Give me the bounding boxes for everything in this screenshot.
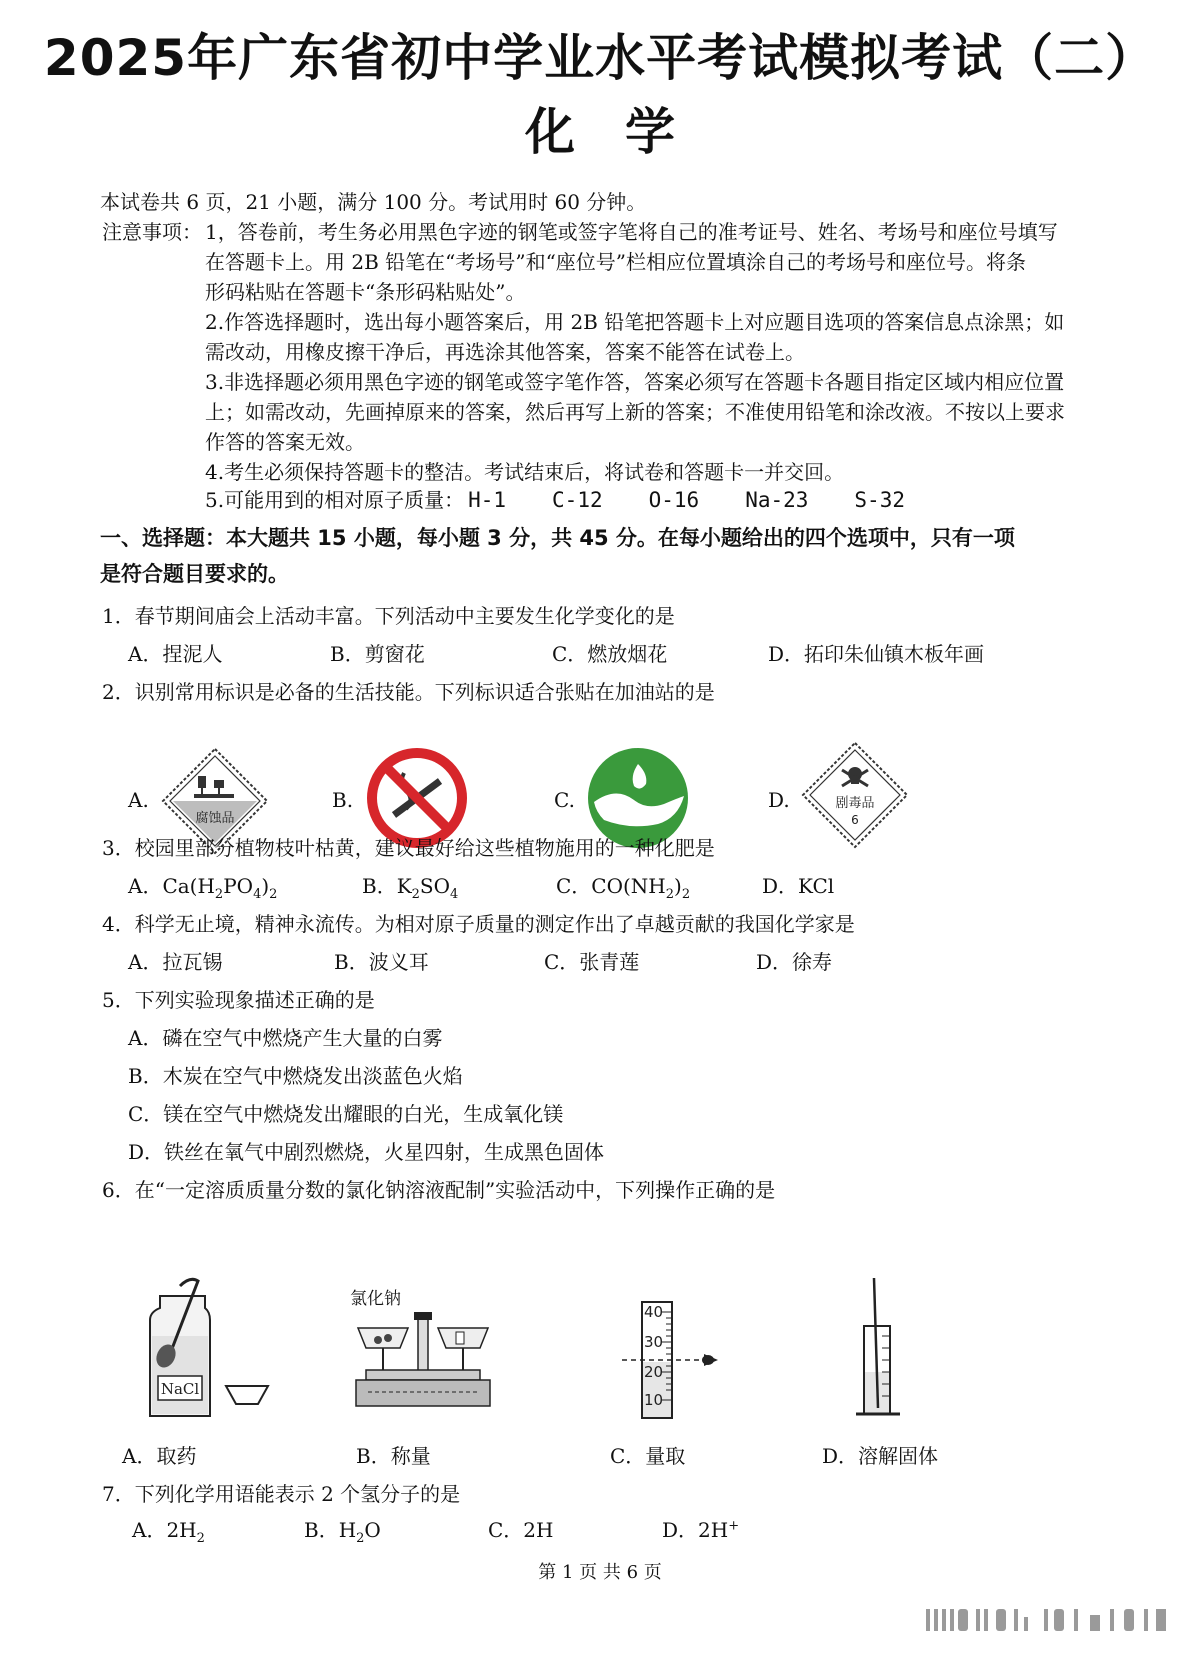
option-a: A．磷在空气中燃烧产生大量的白雾 <box>128 1026 443 1050</box>
option-a: A．取药 <box>122 1444 197 1468</box>
formula-part: C．CO(NH <box>556 874 666 898</box>
section-heading: 一、选择题：本大题共 15 小题，每小题 3 分，共 45 分。在每小题给出的四个选项中，只有一项 <box>100 526 1015 550</box>
notice-line: 需改动，用橡皮擦干净后，再选涂其他答案，答案不能答在试卷上。 <box>205 340 805 364</box>
notice-line: 形码粘贴在答题卡“条形码粘贴处”。 <box>205 280 526 304</box>
formula-part: D．2H <box>662 1518 729 1542</box>
balance-icon <box>348 1308 498 1418</box>
option-b: B．木炭在空气中燃烧发出淡蓝色火焰 <box>128 1064 463 1088</box>
exam-title: 2025年广东省初中学业水平考试模拟考试（二） <box>43 29 1157 87</box>
mass-item: C-12 <box>552 488 603 512</box>
formula-subscript: 2 <box>411 887 420 902</box>
formula-subscript: 4 <box>253 887 262 902</box>
notice-line: 作答的答案无效。 <box>205 430 365 454</box>
notice-line: 在答题卡上。用 2B 铅笔在“考场号”和“座位号”栏相应位置填涂自己的考场号和座位号。将条 <box>205 250 1027 274</box>
option-d: D．铁丝在氧气中剧烈燃烧，火星四射，生成黑色固体 <box>128 1140 605 1164</box>
formula-subscript: 2 <box>214 887 224 902</box>
question-stem: 1．春节期间庙会上活动丰富。下列活动中主要发生化学变化的是 <box>102 604 675 628</box>
cylinder-tick: 30 <box>644 1333 664 1351</box>
option-d: D．徐寿 <box>756 950 833 974</box>
mass-item: H-1 <box>468 488 507 512</box>
option-b <box>304 1514 381 1546</box>
option-c: C. <box>554 788 575 812</box>
option-a: A．拉瓦锡 <box>128 950 223 974</box>
option-c <box>556 870 690 902</box>
formula-part: O <box>364 1518 381 1542</box>
question-stem: 2．识别常用标识是必备的生活技能。下列标识适合张贴在加油站的是 <box>102 680 715 704</box>
exam-subject: 化 学 <box>525 103 675 161</box>
option-d: D．溶解固体 <box>822 1444 939 1468</box>
mass-item: Na-23 <box>745 488 809 512</box>
balance-label: 氯化钠 <box>350 1289 401 1309</box>
option-b: B．剪窗花 <box>330 642 425 666</box>
notice-line: 上；如需改动，先画掉原来的答案，然后再写上新的答案；不准使用铅笔和涂改液。不按以上要求 <box>205 400 1065 424</box>
option-b <box>362 870 458 902</box>
notice-line: 2.作答选择题时，选出每小题答案后，用 2B 铅笔把答题卡上对应题目选项的答案信息点涂黑；如 <box>205 310 1065 334</box>
notice-line: 3.非选择题必须用黑色字迹的钢笔或签字笔作答，答案必须写在答题卡各题目指定区域内相应位置 <box>205 370 1065 394</box>
atomic-masses <box>205 484 951 513</box>
watermark-logo-icon <box>924 1605 1174 1635</box>
option-d: D．拓印朱仙镇木板年画 <box>768 642 985 666</box>
formula-part: A．Ca(H <box>128 874 215 898</box>
option-d: D．KCl <box>762 874 835 898</box>
formula-part: B．K <box>362 874 412 898</box>
notice-line: 1，答卷前，考生务必用黑色字迹的钢笔或签字笔将自己的准考证号、姓名、考场号和座位号填写 <box>205 220 1058 244</box>
option-a: A．捏泥人 <box>128 642 223 666</box>
question-stem: 6．在“一定溶质质量分数的氯化钠溶液配制”实验活动中，下列操作正确的是 <box>102 1178 776 1202</box>
graduated-cylinder-icon <box>620 1300 740 1430</box>
formula-part: ) <box>674 874 682 898</box>
sign-a-text: 腐蚀品 <box>195 811 235 826</box>
formula-subscript: 2 <box>356 1531 365 1546</box>
formula-part: B．H <box>304 1518 357 1542</box>
cylinder-tick: 10 <box>644 1391 664 1409</box>
page-footer: 第 1 页 共 6 页 <box>538 1562 662 1583</box>
option-c: C．量取 <box>610 1444 686 1468</box>
intro-text: 本试卷共 6 页，21 小题，满分 100 分。考试用时 60 分钟。 <box>100 190 647 214</box>
question-stem: 5．下列实验现象描述正确的是 <box>102 988 375 1012</box>
option-a: A. <box>128 788 149 812</box>
formula-part: ) <box>261 874 270 898</box>
notice-label: 注意事项： <box>102 220 202 244</box>
formula-subscript: 2 <box>665 887 675 902</box>
option-c: C．2H <box>488 1518 554 1542</box>
section-heading: 是符合题目要求的。 <box>100 562 289 586</box>
notice-line: 4.考生必须保持答题卡的整洁。考试结束后，将试卷和答题卡一并交回。 <box>205 460 845 484</box>
formula-subscript: 2 <box>269 887 278 902</box>
cylinder-stirring-icon <box>852 1276 912 1426</box>
option-d: D. <box>768 788 790 812</box>
nacl-label: NaCl <box>160 1380 200 1398</box>
formula-part: A．2H <box>132 1518 197 1542</box>
formula-part: PO <box>223 874 254 898</box>
option-c: C．镁在空气中燃烧发出耀眼的白光，生成氧化镁 <box>128 1102 564 1126</box>
option-b: B. <box>332 788 354 812</box>
option-c: C．张青莲 <box>544 950 640 974</box>
option-b: B．波义耳 <box>334 950 429 974</box>
mass-item: S-32 <box>854 488 905 512</box>
question-stem: 7．下列化学用语能表示 2 个氢分子的是 <box>102 1482 461 1506</box>
sign-d-text: 剧毒品 <box>835 796 875 811</box>
option-a <box>132 1514 205 1546</box>
cylinder-tick: 40 <box>644 1303 664 1321</box>
option-b: B．称量 <box>356 1444 431 1468</box>
option-d <box>662 1514 739 1543</box>
formula-subscript: 2 <box>681 887 691 902</box>
question-stem: 3．校园里部分植物枝叶枯黄，建议最好给这些植物施用的一种化肥是 <box>102 836 715 860</box>
formula-part: SO <box>419 874 451 898</box>
mass-item: O-16 <box>648 488 700 512</box>
masses-label: 5.可能用到的相对原子质量： <box>205 488 465 512</box>
reagent-bottle-icon <box>140 1276 280 1426</box>
formula-subscript: 2 <box>196 1531 205 1546</box>
toxic-sign-icon <box>800 740 910 850</box>
question-stem: 4．科学无止境，精神永流传。为相对原子质量的测定作出了卓越贡献的我国化学家是 <box>102 912 855 936</box>
cylinder-tick: 20 <box>644 1363 664 1381</box>
option-c: C．燃放烟花 <box>552 642 668 666</box>
sign-d-number: 6 <box>851 813 859 827</box>
formula-subscript: 4 <box>450 887 459 902</box>
option-a <box>128 870 277 902</box>
formula-superscript: + <box>728 1518 740 1534</box>
